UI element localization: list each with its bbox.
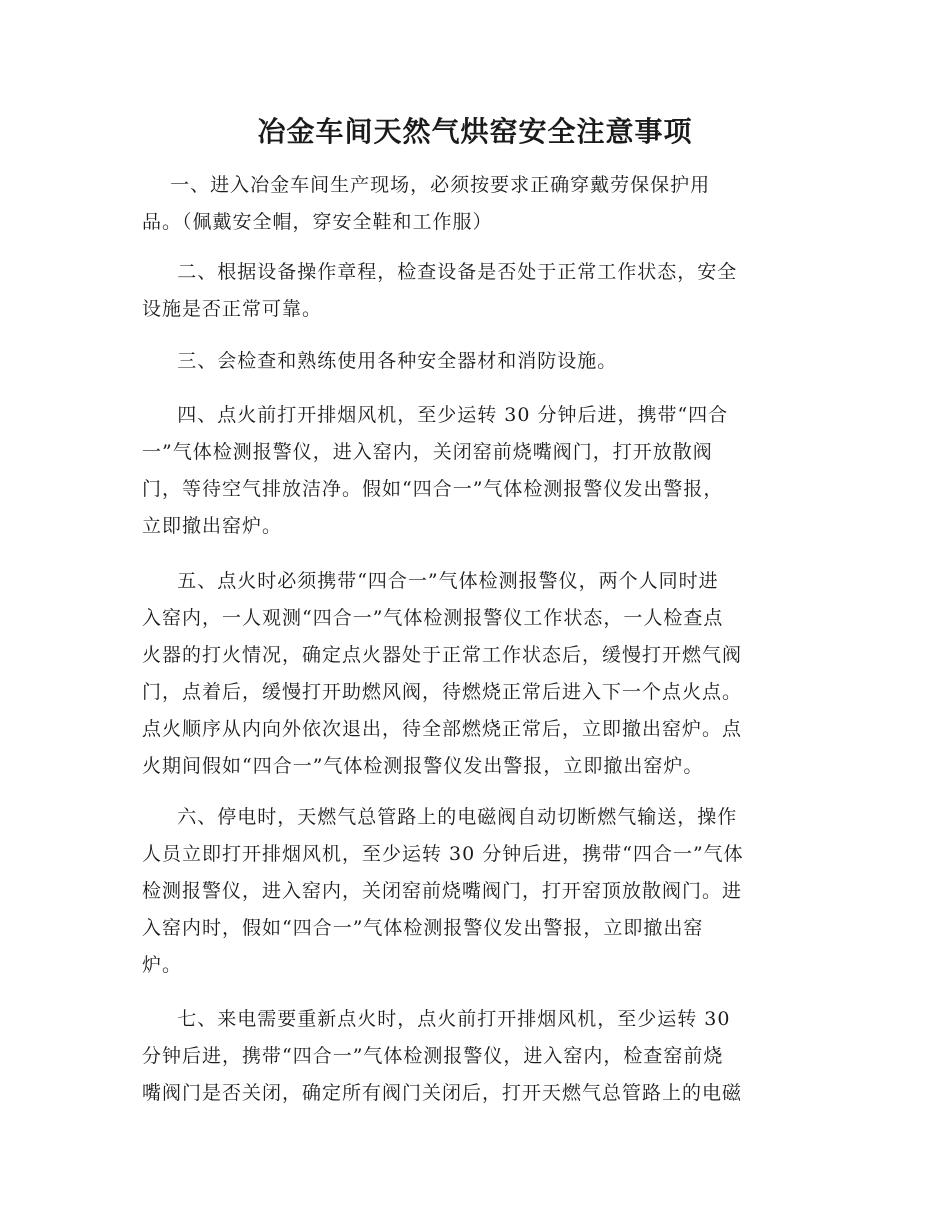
paragraph-2: 二、根据设备操作章程，检查设备是否处于正常工作状态，安全 设施是否正常可靠。 (142, 261, 738, 320)
paragraph-6: 六、停电时，天燃气总管路上的电磁阀自动切断燃气输送，操作 人员立即打开排烟风机，至少运转 30 分钟后进，携带“四合一”气体 检测报警仪，进入窑内，关闭窑前烧嘴阀门，打开窑顶放散阀门。进 入窑内时，假如“四合一”气体检测报警仪发出警报，立即撤出窑 炉。 (142, 806, 744, 976)
paragraph-1: 一、进入冶金车间生产现场，必须按要求正确穿戴劳保保护用 品。（佩戴安全帽，穿安全鞋和工作服） (142, 174, 711, 233)
paragraph-5: 五、点火时必须携带“四合一”气体检测报警仪，两个人同时进 入窑内，一人观测“四合一”气体检测报警仪工作状态，一人检查点 火器的打火情况，确定点火器处于正常工作状态后，缓慢打开燃气阀 门，点着后，缓慢打开助燃风阀，待燃烧正常后进入下一个点火点。 点火顺序从内向外依次退出，待全部燃烧正常后，立即撤出窑炉。点 火期间假如“四合一”气体检测报警仪发出警报，立即撤出窑炉。 (142, 570, 743, 777)
paragraph-7: 七、来电需要重新点火时，点火前打开排烟风机，至少运转 30 分钟后进，携带“四合一”气体检测报警仪，进入窑内，检查窑前烧 嘴阀门是否关闭，确定所有阀门关闭后，打开天燃气总管路上的电磁 (142, 1008, 743, 1104)
paragraph-4: 四、点火前打开排烟风机，至少运转 30 分钟后进，携带“四合 一”气体检测报警仪，进入窑内，关闭窑前烧嘴阀门，打开放散阀 门，等待空气排放洁净。假如“四合一”气体检测报警仪发出警报， 立即撤出窑炉。 (142, 404, 729, 537)
document-title: 冶金车间天然气烘窑安全注意事项 (257, 115, 693, 148)
paragraph-3: 三、会检查和熟练使用各种安全器材和消防设施。 (142, 350, 618, 372)
